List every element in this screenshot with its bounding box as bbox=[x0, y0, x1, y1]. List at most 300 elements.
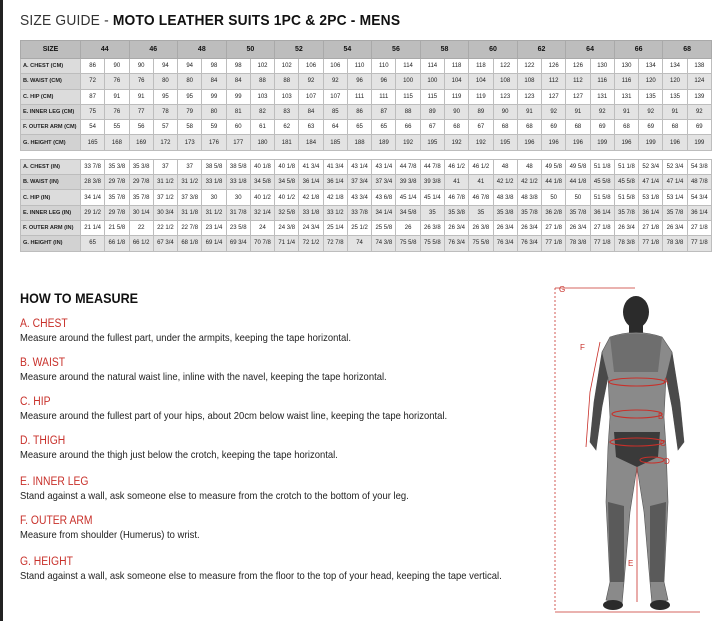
size-cell: 26 3/4 bbox=[614, 220, 638, 235]
measure-description: Measure around the fullest part, under the armpits, keeping the tape horizontal. bbox=[20, 332, 351, 344]
size-cell: 66 1/8 bbox=[105, 236, 129, 251]
size-cell: 25 1/2 bbox=[347, 220, 371, 235]
size-cell: 122 bbox=[493, 59, 517, 74]
size-cell: 68 bbox=[444, 120, 468, 135]
size-cell: 35 7/8 bbox=[129, 190, 153, 205]
size-cell: 76 3/4 bbox=[517, 236, 541, 251]
row-label: C. HIP (IN) bbox=[21, 190, 81, 205]
size-cell: 89 bbox=[469, 104, 493, 119]
size-cell: 69 1/4 bbox=[202, 236, 226, 251]
size-cell: 196 bbox=[517, 135, 541, 150]
size-cell: 192 bbox=[469, 135, 493, 150]
size-cell: 30 1/4 bbox=[129, 205, 153, 220]
size-cell: 196 bbox=[663, 135, 687, 150]
size-cell: 123 bbox=[493, 89, 517, 104]
size-cell: 196 bbox=[542, 135, 566, 150]
size-cell: 130 bbox=[614, 59, 638, 74]
size-table-row bbox=[21, 135, 712, 150]
size-cell: 131 bbox=[614, 89, 638, 104]
measure-description: Measure around the fullest part of your hips, about 20cm below waist line, keeping the tape horizontal. bbox=[20, 410, 448, 422]
size-cell: 103 bbox=[275, 89, 299, 104]
size-cell: 91 bbox=[517, 104, 541, 119]
size-cell: 27 1/8 bbox=[590, 220, 614, 235]
size-cell: 47 1/4 bbox=[663, 175, 687, 190]
size-cell: 192 bbox=[444, 135, 468, 150]
size-cell: 63 bbox=[299, 120, 323, 135]
size-cell: 36 2/8 bbox=[542, 205, 566, 220]
size-cell: 96 bbox=[347, 74, 371, 89]
size-cell: 53 1/8 bbox=[639, 190, 663, 205]
size-cell: 44 7/8 bbox=[396, 159, 420, 174]
size-cell: 91 bbox=[663, 104, 687, 119]
size-cell: 33 7/8 bbox=[81, 159, 105, 174]
size-cell: 34 1/4 bbox=[81, 190, 105, 205]
size-cell: 169 bbox=[129, 135, 153, 150]
size-cell: 103 bbox=[250, 89, 274, 104]
size-cell: 45 1/4 bbox=[420, 190, 444, 205]
size-header-label: SIZE bbox=[21, 41, 81, 59]
size-cell: 33 1/8 bbox=[299, 205, 323, 220]
size-cell: 40 1/2 bbox=[250, 190, 274, 205]
size-cell: 34 5/8 bbox=[275, 175, 299, 190]
size-cell: 44 7/8 bbox=[420, 159, 444, 174]
size-cell: 89 bbox=[420, 104, 444, 119]
size-cell: 181 bbox=[275, 135, 299, 150]
size-cell: 35 3/8 bbox=[129, 159, 153, 174]
size-cell: 44 1/8 bbox=[542, 175, 566, 190]
size-cell: 33 1/8 bbox=[202, 175, 226, 190]
row-label: A. CHEST (CM) bbox=[21, 59, 81, 74]
measure-description: Stand against a wall, ask someone else to measure from the crotch to the bottom of your leg. bbox=[20, 490, 409, 502]
size-cell: 77 1/8 bbox=[590, 236, 614, 251]
size-cell: 35 bbox=[469, 205, 493, 220]
size-cell: 54 3/8 bbox=[687, 159, 711, 174]
row-label: F. OUTER ARM (CM) bbox=[21, 120, 81, 135]
size-cell: 104 bbox=[469, 74, 493, 89]
size-cell: 52 3/4 bbox=[639, 159, 663, 174]
size-cell: 115 bbox=[396, 89, 420, 104]
size-cell: 130 bbox=[590, 59, 614, 74]
size-cell: 37 bbox=[153, 159, 177, 174]
size-cell: 46 7/8 bbox=[469, 190, 493, 205]
size-cell: 55 bbox=[105, 120, 129, 135]
size-cell: 35 7/8 bbox=[566, 205, 590, 220]
label-b: B bbox=[658, 412, 664, 421]
size-table-row bbox=[21, 104, 712, 119]
label-f: F bbox=[580, 343, 585, 352]
size-table-row bbox=[21, 89, 712, 104]
size-cell: 86 bbox=[347, 104, 371, 119]
size-cell: 30 bbox=[202, 190, 226, 205]
size-cell: 31 1/2 bbox=[178, 175, 202, 190]
measure-item bbox=[20, 476, 540, 502]
measure-item bbox=[20, 515, 540, 541]
size-cell: 76 bbox=[129, 74, 153, 89]
size-cell: 127 bbox=[542, 89, 566, 104]
size-cell: 90 bbox=[444, 104, 468, 119]
table-gap-cell bbox=[21, 150, 712, 159]
size-cell: 29 1/2 bbox=[81, 205, 105, 220]
row-label: B. WAIST (IN) bbox=[21, 175, 81, 190]
measure-description: Measure around the natural waist line, inline with the navel, keeping the tape horizontal. bbox=[20, 371, 387, 383]
size-cell: 39 3/8 bbox=[420, 175, 444, 190]
size-cell: 126 bbox=[542, 59, 566, 74]
size-cell: 67 bbox=[469, 120, 493, 135]
size-cell: 120 bbox=[639, 74, 663, 89]
size-cell: 48 3/8 bbox=[493, 190, 517, 205]
size-cell: 26 3/4 bbox=[444, 220, 468, 235]
size-cell: 25 5/8 bbox=[372, 220, 396, 235]
size-cell: 43 1/4 bbox=[372, 159, 396, 174]
size-cell: 66 bbox=[396, 120, 420, 135]
size-cell: 60 bbox=[226, 120, 250, 135]
size-table bbox=[20, 40, 712, 252]
table-gap-row bbox=[21, 150, 712, 159]
size-cell: 165 bbox=[81, 135, 105, 150]
size-cell: 199 bbox=[590, 135, 614, 150]
left-edge-bar bbox=[0, 0, 3, 621]
size-cell: 127 bbox=[566, 89, 590, 104]
size-cell: 74 3/8 bbox=[372, 236, 396, 251]
size-cell: 134 bbox=[639, 59, 663, 74]
size-header-cell: 56 bbox=[372, 41, 421, 59]
size-cell: 46 7/8 bbox=[444, 190, 468, 205]
size-cell: 65 bbox=[347, 120, 371, 135]
size-cell: 112 bbox=[566, 74, 590, 89]
size-cell: 26 3/4 bbox=[517, 220, 541, 235]
size-cell: 59 bbox=[202, 120, 226, 135]
size-cell: 68 bbox=[517, 120, 541, 135]
size-header-cell: 62 bbox=[517, 41, 566, 59]
measure-item bbox=[20, 435, 540, 461]
size-cell: 23 1/4 bbox=[202, 220, 226, 235]
size-cell: 48 3/8 bbox=[517, 190, 541, 205]
size-cell: 80 bbox=[202, 104, 226, 119]
size-cell: 69 bbox=[590, 120, 614, 135]
size-cell: 34 5/8 bbox=[396, 205, 420, 220]
size-cell: 21 5/8 bbox=[105, 220, 129, 235]
measure-title: E. INNER LEG bbox=[20, 476, 89, 488]
size-cell: 77 bbox=[129, 104, 153, 119]
size-cell: 119 bbox=[469, 89, 493, 104]
size-cell: 88 bbox=[396, 104, 420, 119]
size-cell: 188 bbox=[347, 135, 371, 150]
size-cell: 28 3/8 bbox=[81, 175, 105, 190]
size-cell: 92 bbox=[323, 74, 347, 89]
how-to-measure-heading: HOW TO MEASURE bbox=[20, 290, 139, 306]
size-cell: 90 bbox=[129, 59, 153, 74]
measure-title: G. HEIGHT bbox=[20, 556, 73, 568]
size-cell: 81 bbox=[226, 104, 250, 119]
measure-item bbox=[20, 556, 540, 582]
size-cell: 31 1/2 bbox=[153, 175, 177, 190]
measure-title: A. CHEST bbox=[20, 318, 68, 330]
label-c: C bbox=[660, 439, 666, 448]
size-cell: 42 1/8 bbox=[299, 190, 323, 205]
size-cell: 78 3/8 bbox=[663, 236, 687, 251]
size-cell: 58 bbox=[178, 120, 202, 135]
size-cell: 26 bbox=[396, 220, 420, 235]
row-label: C. HIP (CM) bbox=[21, 89, 81, 104]
size-cell: 99 bbox=[202, 89, 226, 104]
size-cell: 37 3/4 bbox=[372, 175, 396, 190]
size-cell: 126 bbox=[566, 59, 590, 74]
size-cell: 111 bbox=[372, 89, 396, 104]
size-cell: 36 1/4 bbox=[590, 205, 614, 220]
size-cell: 35 7/8 bbox=[517, 205, 541, 220]
size-cell: 69 3/4 bbox=[226, 236, 250, 251]
size-cell: 108 bbox=[493, 74, 517, 89]
size-header-cell: 66 bbox=[614, 41, 663, 59]
size-cell: 195 bbox=[420, 135, 444, 150]
size-table-row bbox=[21, 220, 712, 235]
size-table-row bbox=[21, 190, 712, 205]
size-cell: 30 bbox=[226, 190, 250, 205]
size-cell: 51 5/8 bbox=[614, 190, 638, 205]
size-cell: 135 bbox=[663, 89, 687, 104]
size-cell: 92 bbox=[639, 104, 663, 119]
size-cell: 64 bbox=[323, 120, 347, 135]
size-cell: 100 bbox=[420, 74, 444, 89]
size-cell: 42 1/8 bbox=[323, 190, 347, 205]
size-cell: 35 7/8 bbox=[105, 190, 129, 205]
size-cell: 37 bbox=[178, 159, 202, 174]
size-cell: 35 3/8 bbox=[444, 205, 468, 220]
size-cell: 70 7/8 bbox=[250, 236, 274, 251]
size-cell: 172 bbox=[153, 135, 177, 150]
size-cell: 102 bbox=[250, 59, 274, 74]
size-cell: 98 bbox=[226, 59, 250, 74]
size-cell: 69 bbox=[542, 120, 566, 135]
label-d: D bbox=[664, 457, 670, 466]
size-cell: 91 bbox=[566, 104, 590, 119]
size-cell: 50 bbox=[566, 190, 590, 205]
size-cell: 40 1/8 bbox=[250, 159, 274, 174]
size-cell: 185 bbox=[323, 135, 347, 150]
row-label: G. HEIGHT (IN) bbox=[21, 236, 81, 251]
size-cell: 199 bbox=[687, 135, 711, 150]
size-cell: 35 7/8 bbox=[663, 205, 687, 220]
size-cell: 35 bbox=[420, 205, 444, 220]
measure-item bbox=[20, 396, 540, 422]
size-cell: 26 3/4 bbox=[566, 220, 590, 235]
size-cell: 41 bbox=[469, 175, 493, 190]
label-g: G bbox=[559, 285, 566, 294]
size-header-cell: 46 bbox=[129, 41, 178, 59]
size-cell: 51 5/8 bbox=[590, 190, 614, 205]
size-cell: 46 1/2 bbox=[469, 159, 493, 174]
size-cell: 83 bbox=[275, 104, 299, 119]
size-cell: 65 bbox=[372, 120, 396, 135]
size-table-row bbox=[21, 159, 712, 174]
size-cell: 76 3/4 bbox=[493, 236, 517, 251]
size-cell: 65 bbox=[81, 236, 105, 251]
size-cell: 90 bbox=[493, 104, 517, 119]
size-cell: 31 1/8 bbox=[178, 205, 202, 220]
size-cell: 116 bbox=[614, 74, 638, 89]
row-label: G. HEIGHT (CM) bbox=[21, 135, 81, 150]
measure-title: F. OUTER ARM bbox=[20, 515, 93, 527]
size-header-row bbox=[21, 41, 712, 59]
size-cell: 54 bbox=[81, 120, 105, 135]
size-cell: 88 bbox=[250, 74, 274, 89]
size-table-row bbox=[21, 59, 712, 74]
size-cell: 68 bbox=[663, 120, 687, 135]
size-cell: 40 1/2 bbox=[275, 190, 299, 205]
size-header-cell: 52 bbox=[275, 41, 324, 59]
size-cell: 74 bbox=[347, 236, 371, 251]
size-cell: 43 3/4 bbox=[347, 190, 371, 205]
size-cell: 21 1/4 bbox=[81, 220, 105, 235]
size-cell: 107 bbox=[323, 89, 347, 104]
measure-description: Measure from shoulder (Humerus) to wrist. bbox=[20, 529, 200, 541]
title-main: MOTO LEATHER SUITS 1PC & 2PC - MENS bbox=[112, 12, 401, 29]
size-cell: 122 bbox=[517, 59, 541, 74]
size-table-row bbox=[21, 205, 712, 220]
size-cell: 196 bbox=[614, 135, 638, 150]
size-cell: 41 bbox=[444, 175, 468, 190]
size-cell: 36 1/4 bbox=[299, 175, 323, 190]
size-cell: 84 bbox=[202, 74, 226, 89]
size-cell: 67 3/4 bbox=[153, 236, 177, 251]
size-cell: 45 1/4 bbox=[396, 190, 420, 205]
size-cell: 22 7/8 bbox=[178, 220, 202, 235]
size-cell: 78 3/8 bbox=[566, 236, 590, 251]
size-cell: 32 1/4 bbox=[250, 205, 274, 220]
size-cell: 85 bbox=[323, 104, 347, 119]
size-cell: 68 bbox=[493, 120, 517, 135]
measure-description: Measure around the thigh just below the crotch, keeping the tape horizontal. bbox=[20, 449, 338, 461]
size-cell: 53 1/4 bbox=[663, 190, 687, 205]
size-header-cell: 58 bbox=[420, 41, 469, 59]
size-cell: 36 1/4 bbox=[687, 205, 711, 220]
size-cell: 115 bbox=[420, 89, 444, 104]
size-cell: 61 bbox=[250, 120, 274, 135]
size-cell: 33 7/8 bbox=[347, 205, 371, 220]
size-cell: 30 3/4 bbox=[153, 205, 177, 220]
size-cell: 38 5/8 bbox=[226, 159, 250, 174]
size-cell: 29 7/8 bbox=[105, 205, 129, 220]
size-cell: 87 bbox=[372, 104, 396, 119]
size-cell: 72 1/2 bbox=[299, 236, 323, 251]
size-cell: 118 bbox=[444, 59, 468, 74]
size-cell: 22 1/2 bbox=[153, 220, 177, 235]
size-cell: 37 3/8 bbox=[178, 190, 202, 205]
size-cell: 24 3/4 bbox=[299, 220, 323, 235]
size-cell: 69 bbox=[639, 120, 663, 135]
size-cell: 25 1/4 bbox=[323, 220, 347, 235]
size-cell: 48 bbox=[493, 159, 517, 174]
row-label: E. INNER LEG (CM) bbox=[21, 104, 81, 119]
size-cell: 40 1/8 bbox=[275, 159, 299, 174]
size-cell: 31 7/8 bbox=[226, 205, 250, 220]
size-cell: 116 bbox=[590, 74, 614, 89]
size-cell: 88 bbox=[275, 74, 299, 89]
size-cell: 36 1/4 bbox=[639, 205, 663, 220]
size-header-cell: 48 bbox=[178, 41, 227, 59]
size-cell: 72 7/8 bbox=[323, 236, 347, 251]
size-cell: 31 1/2 bbox=[202, 205, 226, 220]
size-cell: 39 3/8 bbox=[396, 175, 420, 190]
size-cell: 27 1/8 bbox=[639, 220, 663, 235]
size-cell: 111 bbox=[347, 89, 371, 104]
size-header-cell: 68 bbox=[663, 41, 712, 59]
size-cell: 44 1/8 bbox=[566, 175, 590, 190]
size-cell: 32 5/8 bbox=[275, 205, 299, 220]
size-cell: 27 1/8 bbox=[542, 220, 566, 235]
size-cell: 52 3/4 bbox=[663, 159, 687, 174]
size-cell: 51 1/8 bbox=[614, 159, 638, 174]
size-cell: 22 bbox=[129, 220, 153, 235]
size-cell: 92 bbox=[542, 104, 566, 119]
size-cell: 139 bbox=[687, 89, 711, 104]
size-cell: 33 1/8 bbox=[226, 175, 250, 190]
size-cell: 62 bbox=[275, 120, 299, 135]
size-cell: 100 bbox=[396, 74, 420, 89]
size-cell: 195 bbox=[493, 135, 517, 150]
size-cell: 76 3/4 bbox=[444, 236, 468, 251]
size-cell: 26 3/4 bbox=[493, 220, 517, 235]
size-cell: 77 1/8 bbox=[542, 236, 566, 251]
measure-title: D. THIGH bbox=[20, 435, 66, 447]
size-cell: 78 3/8 bbox=[614, 236, 638, 251]
size-cell: 68 1/8 bbox=[178, 236, 202, 251]
size-cell: 99 bbox=[226, 89, 250, 104]
measure-title: C. HIP bbox=[20, 396, 51, 408]
size-cell: 71 1/4 bbox=[275, 236, 299, 251]
size-cell: 29 7/8 bbox=[105, 175, 129, 190]
size-cell: 131 bbox=[590, 89, 614, 104]
size-cell: 112 bbox=[542, 74, 566, 89]
size-header-cell: 44 bbox=[81, 41, 130, 59]
size-cell: 54 3/4 bbox=[687, 190, 711, 205]
size-cell: 34 1/4 bbox=[372, 205, 396, 220]
size-cell: 23 5/8 bbox=[226, 220, 250, 235]
size-cell: 95 bbox=[178, 89, 202, 104]
size-cell: 26 3/4 bbox=[663, 220, 687, 235]
size-table-row bbox=[21, 236, 712, 251]
measure-title: B. WAIST bbox=[20, 357, 66, 369]
size-cell: 42 1/2 bbox=[517, 175, 541, 190]
title-prefix: SIZE GUIDE - bbox=[20, 12, 113, 29]
size-cell: 87 bbox=[81, 89, 105, 104]
size-cell: 49 5/8 bbox=[566, 159, 590, 174]
size-cell: 33 1/2 bbox=[323, 205, 347, 220]
size-header-cell: 50 bbox=[226, 41, 275, 59]
size-cell: 48 bbox=[517, 159, 541, 174]
size-cell: 80 bbox=[153, 74, 177, 89]
size-cell: 36 1/4 bbox=[323, 175, 347, 190]
size-cell: 120 bbox=[663, 74, 687, 89]
size-cell: 189 bbox=[372, 135, 396, 150]
size-cell: 37 3/4 bbox=[347, 175, 371, 190]
row-label: F. OUTER ARM (IN) bbox=[21, 220, 81, 235]
size-cell: 94 bbox=[178, 59, 202, 74]
size-cell: 41 3/4 bbox=[323, 159, 347, 174]
size-cell: 80 bbox=[178, 74, 202, 89]
label-a: A bbox=[663, 377, 669, 386]
size-cell: 45 5/8 bbox=[614, 175, 638, 190]
size-cell: 192 bbox=[396, 135, 420, 150]
size-cell: 47 1/4 bbox=[639, 175, 663, 190]
size-cell: 26 3/8 bbox=[420, 220, 444, 235]
size-cell: 35 3/8 bbox=[105, 159, 129, 174]
size-header-cell: 60 bbox=[469, 41, 518, 59]
size-cell: 84 bbox=[299, 104, 323, 119]
size-cell: 107 bbox=[299, 89, 323, 104]
size-cell: 91 bbox=[105, 89, 129, 104]
size-cell: 168 bbox=[105, 135, 129, 150]
